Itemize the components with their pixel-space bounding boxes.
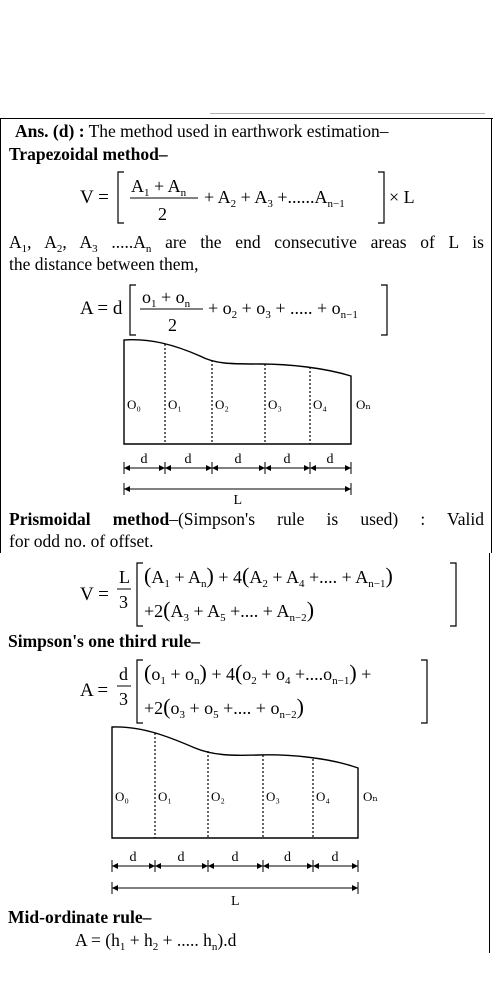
trapezoidal-description-line1: $A_1$, $A_2$, $A_3$ $.....A_n$ are the end consecutive areas of L is (9, 232, 484, 255)
spacing-label: d (331, 850, 339, 865)
trapezoidal-heading: Trapezoidal method– (9, 144, 168, 164)
spacing-label: d (284, 850, 291, 865)
spacing-arrow-head-right (202, 863, 208, 869)
spacing-label: d (326, 452, 334, 467)
spacing-arrow-head-left (263, 863, 269, 869)
ordinate-label: O₃ (268, 397, 282, 412)
length-arrow-head-left (112, 885, 118, 891)
length-arrow-head-right (352, 885, 358, 891)
ordinate-label: O₃ (266, 789, 280, 804)
ordinate-label: O₀ (115, 789, 129, 804)
spacing-arrow-head-left (313, 863, 319, 869)
length-label: L (233, 493, 243, 508)
svg-text:d: d (119, 664, 128, 684)
ordinate-label: O₂ (215, 397, 229, 412)
svg-text:A =: A = (80, 680, 109, 701)
spacing-arrow-head-right (257, 863, 263, 869)
ordinate-label: O₁ (168, 397, 182, 412)
trapezoidal-description-line2: the distance between them, (9, 254, 199, 274)
spacing-arrow-head-right (307, 863, 313, 869)
spacing-arrow-head-left (155, 863, 161, 869)
svg-text:A = d: A = d (80, 298, 123, 319)
ordinate-label: O₀ (127, 397, 141, 412)
svg-text:3: 3 (119, 689, 128, 709)
simpson-heading: Simpson's one third rule– (8, 631, 201, 651)
svg-text:A1 + An: $A_1 + A_n$ (131, 176, 187, 199)
spacing-label: d (129, 850, 137, 865)
prismoidal-heading: Prismoidal method (9, 509, 170, 529)
answer-label: Ans. (d) : (15, 121, 85, 141)
svg-text:V =: V = (80, 187, 109, 208)
figure-outline (112, 727, 358, 838)
ordinate-label: O₁ (158, 789, 172, 804)
spacing-label: d (234, 452, 242, 467)
answer-text: The method used in earthwork estimation– (88, 121, 389, 141)
svg-text:o1 + on: $o_1 + o_n$ (142, 287, 191, 310)
spacing-arrow-head-right (352, 863, 358, 869)
length-label: L (231, 894, 240, 909)
prismoidal-text-line2: for odd no. of offset. (9, 531, 154, 551)
svg-text:(o1 + on) + 4(o2 + o4 +....on−: $(o_1 + o_n) + 4(o_2 + o_4 +....o_{n-1})$ + (144, 660, 372, 687)
spacing-label: d (177, 850, 185, 865)
spacing-label: d (283, 452, 291, 467)
svg-text:+ o2 + o3 + ..... + on−1: + $o_2 + o_3$ + ..... + $o_{n-1}$ (208, 298, 358, 321)
ordinate-label: O₄ (316, 789, 330, 804)
svg-text:3: 3 (119, 592, 128, 612)
svg-text:+2(A3 + A5 +.... + An−2): $+2(A_3 + A_5$ +.... + $A_{n-2}$) (144, 597, 315, 624)
spacing-label: d (140, 452, 148, 467)
svg-text:× L: × L (389, 187, 415, 207)
svg-text:+2(o3 + o5 +.... + on−2): $+2(o_3 + o_5$ +.... + $o_{n-2}$) (144, 694, 304, 721)
ordinate-label: O₄ (313, 397, 327, 412)
mid-ordinate-heading: Mid-ordinate rule– (8, 907, 152, 927)
svg-text:+ A2 + A3 +......An−1: + $A_2 + A_3 +......A_{n-1}$ (204, 187, 345, 210)
spacing-arrow-head-left (208, 863, 214, 869)
spacing-arrow-head-right (149, 863, 155, 869)
svg-text:L: L (119, 567, 130, 587)
spacing-label: d (184, 452, 192, 467)
ordinate-label: Oₙ (363, 789, 379, 804)
svg-text:2: 2 (168, 315, 177, 335)
spacing-arrow-head-left (112, 863, 118, 869)
svg-text:V =: V = (80, 584, 109, 605)
svg-text:(A1 + An) + 4(A2 + A4 +.... +: $(A_1 + A_n) + 4(A_2 + A_4$ +.... + $A_{n-1}$) (144, 563, 393, 590)
ordinate-label: Oₙ (356, 397, 372, 412)
mid-ordinate-formula: $A = (h_1 + h_2$ + ..... $h_n).d$ (75, 930, 237, 953)
ordinate-label: O₂ (211, 789, 225, 804)
svg-text:2: 2 (158, 204, 167, 224)
spacing-label: d (231, 850, 239, 865)
prismoidal-text-line1: –(Simpson's rule is used) : Valid (169, 509, 484, 529)
